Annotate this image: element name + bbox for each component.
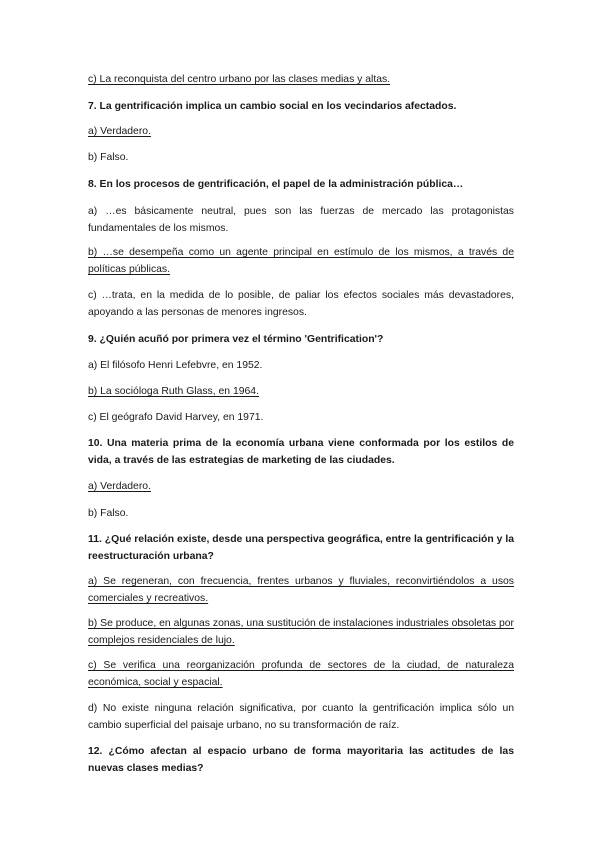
q7-answer-a-correct: a) Verdadero.: [88, 126, 151, 137]
q11-answer-b-correct: b) Se produce, en algunas zonas, una sustitución de instalaciones industriales obsoletas por complejos residenciales de lujo.: [88, 618, 514, 646]
q10-answer-b: b) Falso.: [88, 508, 129, 519]
q8-answer-b-correct: b) …se desempeña como un agente principal en estímulo de los mismos, a través de políticas públicas.: [88, 247, 514, 275]
q9-answer-c: c) El geógrafo David Harvey, en 1971.: [88, 412, 264, 423]
question-7: 7. La gentrificación implica un cambio social en los vecindarios afectados.: [88, 101, 457, 112]
q11-answer-c-correct: c) Se verifica una reorganización profunda de sectores de la ciudad, de naturaleza económica, social y espacial.: [88, 660, 514, 688]
q9-answer-b-correct: b) La socióloga Ruth Glass, en 1964.: [88, 386, 259, 397]
question-9: 9. ¿Quién acuñó por primera vez el término 'Gentrification'?: [88, 334, 384, 345]
q10-answer-a-correct: a) Verdadero.: [88, 481, 151, 492]
q9-answer-a: a) El filósofo Henri Lefebvre, en 1952.: [88, 360, 263, 371]
q11-answer-d: d) No existe ninguna relación significativa, por cuanto la gentrificación implica sólo un cambio superficial del paisaje urbano, no su transformación de raíz.: [88, 703, 514, 731]
question-8: 8. En los procesos de gentrificación, el papel de la administración pública…: [88, 179, 464, 190]
q11-answer-a-correct: a) Se regeneran, con frecuencia, frentes urbanos y fluviales, reconvirtiéndolos a usos comerciales y recreativos.: [88, 576, 514, 604]
q7-answer-b: b) Falso.: [88, 152, 129, 163]
question-11: 11. ¿Qué relación existe, desde una perspectiva geográfica, entre la gentrificación y la reestructuración urbana?: [88, 534, 514, 562]
question-12: 12. ¿Cómo afectan al espacio urbano de forma mayoritaria las actitudes de las nuevas clases medias?: [88, 746, 514, 774]
q8-answer-c: c) …trata, en la medida de lo posible, de paliar los efectos sociales más devastadores, apoyando a las personas de menores ingresos.: [88, 290, 514, 318]
q8-answer-a: a) …es básicamente neutral, pues son las fuerzas de mercado las protagonistas fundamentales de los mismos.: [88, 206, 514, 234]
question-10: 10. Una materia prima de la economía urbana viene conformada por los estilos de vida, a través de las estrategias de marketing de las ciudades.: [88, 438, 514, 466]
q6-answer-c-correct: c) La reconquista del centro urbano por las clases medias y altas.: [88, 74, 391, 85]
